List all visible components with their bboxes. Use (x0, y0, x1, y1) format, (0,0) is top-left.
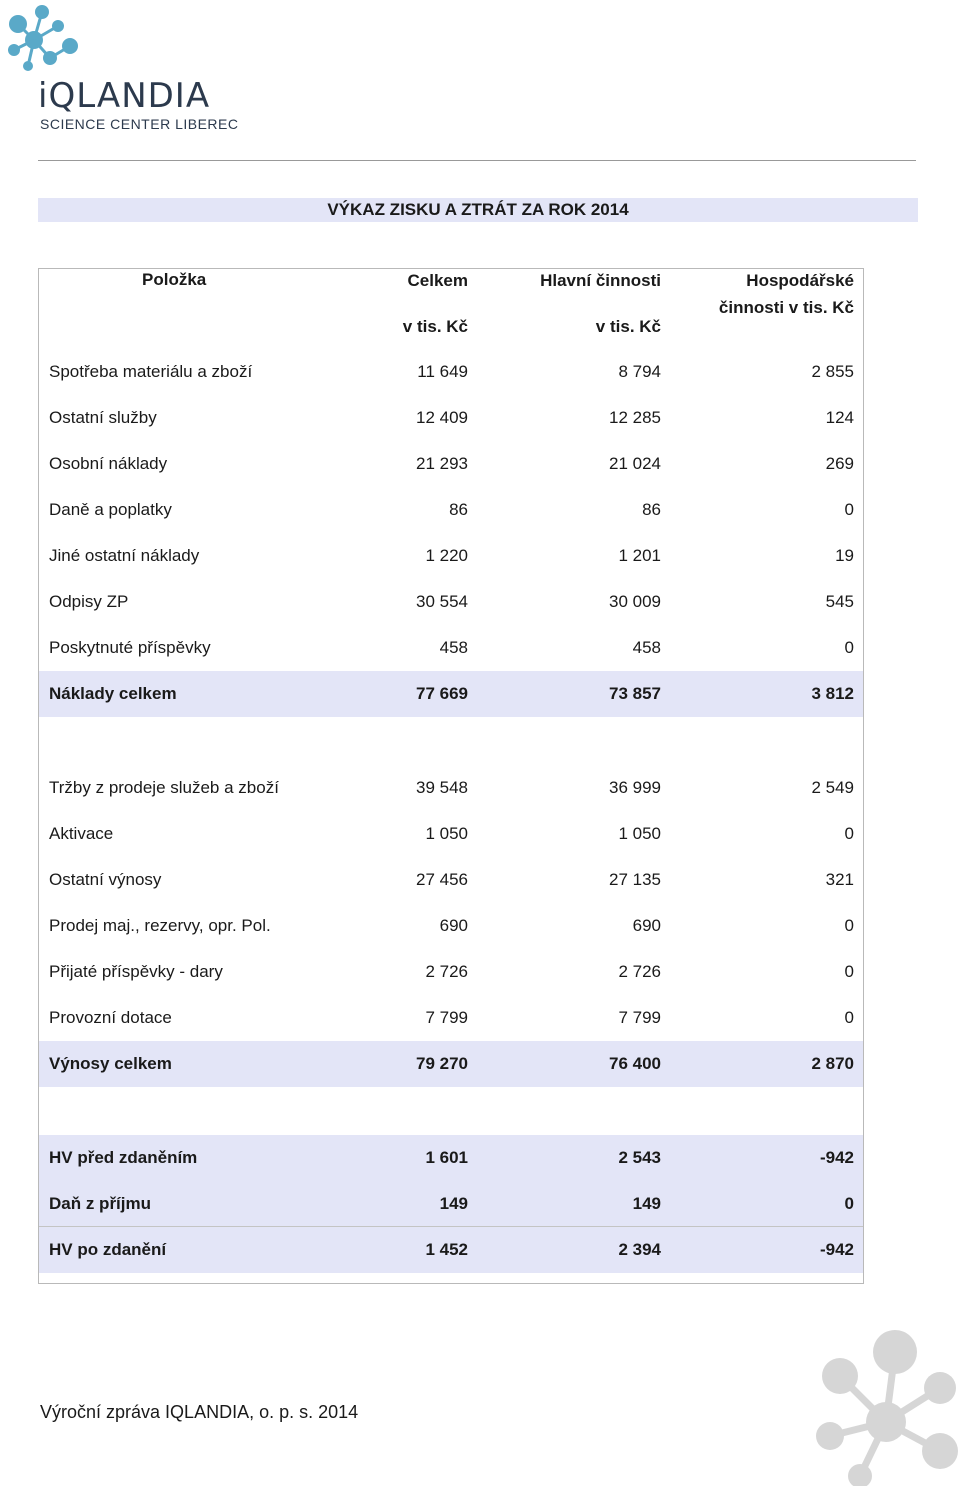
main-activity-value: 30 009 (609, 592, 661, 611)
iqlandia-logo (0, 0, 240, 140)
economic-activity-value: 2 855 (811, 362, 854, 381)
main-activity-value: 1 201 (618, 546, 661, 565)
row-label: Daně a poplatky (49, 500, 172, 519)
main-activity-value: 2 543 (618, 1148, 661, 1167)
table-row (39, 949, 863, 995)
economic-activity-value: 0 (844, 824, 854, 843)
column-header-main-line1: Hlavní činnosti (540, 271, 661, 290)
column-header-total-line2: v tis. Kč (402, 317, 468, 336)
economic-activity-value: 321 (825, 870, 854, 889)
row-label: Spotřeba materiálu a zboží (49, 362, 253, 381)
economic-activity-value: 124 (825, 408, 854, 427)
main-activity-value: 27 135 (609, 870, 661, 889)
table-row (39, 811, 863, 857)
report-title: VÝKAZ ZISKU A ZTRÁT ZA ROK 2014 (327, 200, 629, 219)
economic-activity-value: 269 (825, 454, 854, 473)
main-activity-value: 149 (632, 1194, 661, 1213)
table-row (39, 671, 863, 717)
table-row (39, 995, 863, 1041)
total-value: 27 456 (416, 870, 468, 889)
table-row (39, 395, 863, 441)
economic-activity-value: 2 549 (811, 778, 854, 797)
total-value: 39 548 (416, 778, 468, 797)
row-label: Výnosy celkem (49, 1054, 172, 1073)
row-label: Ostatní služby (49, 408, 157, 427)
total-value: 1 220 (425, 546, 468, 565)
economic-activity-value: -942 (819, 1148, 854, 1167)
table-row (39, 1181, 863, 1227)
row-label: Prodej maj., rezervy, opr. Pol. (49, 916, 271, 935)
total-value: 458 (439, 638, 468, 657)
row-label: Daň z příjmu (49, 1194, 152, 1213)
economic-activity-value: 0 (844, 962, 854, 981)
molecule-logo-icon (0, 0, 120, 80)
total-value: 11 649 (417, 362, 468, 381)
table-row (39, 903, 863, 949)
total-value: 7 799 (425, 1008, 468, 1027)
total-value: 1 452 (425, 1240, 468, 1259)
main-activity-value: 7 799 (618, 1008, 661, 1027)
main-activity-value: 458 (632, 638, 661, 657)
economic-activity-value: 0 (844, 638, 854, 657)
economic-activity-value: 19 (835, 546, 854, 565)
economic-activity-value: -942 (819, 1240, 854, 1259)
economic-activity-value: 3 812 (811, 684, 854, 703)
main-activity-value: 690 (632, 916, 661, 935)
total-value: 21 293 (416, 454, 468, 473)
row-label: HV po zdanění (49, 1240, 167, 1259)
column-header-econ-line2: činnosti v tis. Kč (718, 298, 854, 317)
main-activity-value: 21 024 (609, 454, 661, 473)
economic-activity-value: 2 870 (811, 1054, 854, 1073)
total-value: 690 (439, 916, 468, 935)
main-activity-value: 12 285 (609, 408, 661, 427)
main-activity-value: 76 400 (609, 1054, 661, 1073)
row-label: Náklady celkem (49, 684, 177, 703)
row-label: Provozní dotace (49, 1008, 172, 1027)
main-activity-value: 1 050 (618, 824, 661, 843)
total-value: 86 (449, 500, 468, 519)
table-row (39, 579, 863, 625)
economic-activity-value: 0 (844, 916, 854, 935)
row-label: Jiné ostatní náklady (49, 546, 200, 565)
economic-activity-value: 0 (844, 500, 854, 519)
row-label: Tržby z prodeje služeb a zboží (49, 778, 279, 797)
molecule-decoration-icon (800, 1326, 960, 1486)
header-divider (38, 160, 916, 161)
main-activity-value: 2 726 (618, 962, 661, 981)
row-label: Přijaté příspěvky - dary (49, 962, 223, 981)
row-label: HV před zdaněním (49, 1148, 198, 1167)
total-value: 1 601 (425, 1148, 468, 1167)
main-activity-value: 8 794 (618, 362, 661, 381)
total-value: 2 726 (425, 962, 468, 981)
main-activity-value: 2 394 (618, 1240, 661, 1259)
table-row (39, 1135, 863, 1181)
table-row (39, 765, 863, 811)
economic-activity-value: 545 (825, 592, 854, 611)
row-label: Aktivace (49, 824, 114, 843)
table-row (39, 441, 863, 487)
main-activity-value: 86 (642, 500, 661, 519)
economic-activity-value: 0 (844, 1008, 854, 1027)
economic-activity-value: 0 (844, 1194, 854, 1213)
brand-subtitle: SCIENCE CENTER LIBEREC (40, 116, 239, 132)
total-value: 149 (439, 1194, 468, 1213)
total-value: 30 554 (416, 592, 468, 611)
column-header-main-line2: v tis. Kč (595, 317, 661, 336)
table-row (39, 533, 863, 579)
main-activity-value: 73 857 (609, 684, 661, 703)
brand-name: iQLANDIA (38, 76, 211, 116)
row-label: Ostatní výnosy (49, 870, 162, 889)
column-header-econ-line1: Hospodářské (746, 271, 854, 290)
table-row (39, 1041, 863, 1087)
footer-caption: Výroční zpráva IQLANDIA, o. p. s. 2014 (40, 1402, 359, 1422)
table-row (39, 625, 863, 671)
row-label: Odpisy ZP (49, 592, 129, 611)
total-value: 1 050 (425, 824, 468, 843)
total-value: 12 409 (416, 408, 468, 427)
column-header-item: Položka (142, 270, 207, 289)
table-row (39, 487, 863, 533)
row-label: Osobní náklady (49, 454, 168, 473)
column-header-total-line1: Celkem (407, 271, 468, 290)
table-row (39, 349, 863, 395)
row-label: Poskytnuté příspěvky (49, 638, 211, 657)
table-row (39, 857, 863, 903)
table-row (39, 1227, 863, 1273)
main-activity-value: 36 999 (609, 778, 661, 797)
total-value: 77 669 (416, 684, 468, 703)
total-value: 79 270 (416, 1054, 468, 1073)
